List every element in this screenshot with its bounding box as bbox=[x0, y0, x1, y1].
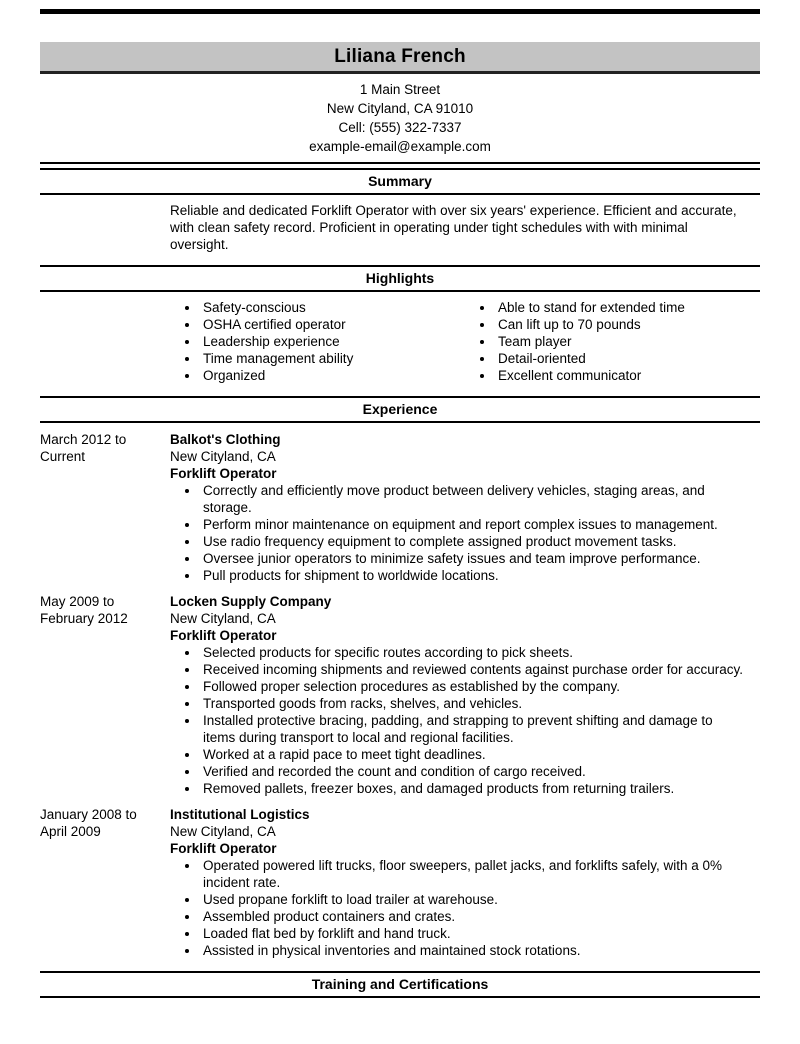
job-bullets bbox=[170, 857, 748, 959]
highlight-item: • Detail-oriented bbox=[495, 350, 760, 367]
resume-page bbox=[0, 9, 800, 1044]
job-company: Locken Supply Company bbox=[170, 594, 332, 609]
job-role: Forklift Operator bbox=[170, 466, 277, 481]
job-bullet: • Loaded flat bed by forklift and hand truck. bbox=[200, 925, 748, 942]
experience-job bbox=[40, 593, 760, 797]
job-location: New Cityland, CA bbox=[170, 449, 276, 464]
job-bullet: • Installed protective bracing, padding, and strapping to prevent shifting and damage to items during transport to local and regional facilities. bbox=[200, 712, 748, 746]
highlight-item: • Can lift up to 70 pounds bbox=[495, 316, 760, 333]
job-dates: March 2012 to Current bbox=[40, 432, 127, 464]
job-body bbox=[170, 593, 760, 797]
name-banner bbox=[40, 42, 760, 74]
contact-line: example-email@example.com bbox=[309, 139, 491, 154]
section-title: Highlights bbox=[365, 270, 435, 286]
job-bullet: • Perform minor maintenance on equipment and report complex issues to management. bbox=[200, 516, 748, 533]
experience-job bbox=[40, 806, 760, 959]
highlights-columns bbox=[170, 299, 760, 384]
highlight-item: • OSHA certified operator bbox=[200, 316, 465, 333]
person-name: Liliana French bbox=[334, 46, 466, 67]
job-company: Balkot's Clothing bbox=[170, 432, 281, 447]
section-header-summary bbox=[40, 168, 760, 195]
highlight-item: • Leadership experience bbox=[200, 333, 465, 350]
experience-job bbox=[40, 431, 760, 584]
experience-section bbox=[40, 431, 760, 959]
job-dates: May 2009 to February 2012 bbox=[40, 594, 128, 626]
contact-block bbox=[40, 80, 760, 156]
job-bullet: • Used propane forklift to load trailer at warehouse. bbox=[200, 891, 748, 908]
top-rule bbox=[40, 9, 760, 14]
job-bullet: • Worked at a rapid pace to meet tight deadlines. bbox=[200, 746, 748, 763]
highlights-list-left bbox=[170, 299, 465, 384]
section-header-experience bbox=[40, 396, 760, 423]
highlight-item: • Organized bbox=[200, 367, 465, 384]
summary-text: Reliable and dedicated Forklift Operator with over six years' experience. Efficient and accurate, with clean safety record. Proficient in operating under tight schedules with with minimal oversight. bbox=[170, 203, 737, 252]
job-bullet: • Removed pallets, freezer boxes, and damaged products from returning trailers. bbox=[200, 780, 748, 797]
job-bullet: • Correctly and efficiently move product between delivery vehicles, staging areas, and storage. bbox=[200, 482, 748, 516]
section-title: Training and Certifications bbox=[311, 976, 489, 992]
header-divider bbox=[40, 162, 760, 164]
highlights-list-right bbox=[465, 299, 760, 384]
job-body bbox=[170, 806, 760, 959]
job-role: Forklift Operator bbox=[170, 841, 277, 856]
job-bullets bbox=[170, 482, 748, 584]
job-bullets bbox=[170, 644, 748, 797]
job-bullet: • Assembled product containers and crates. bbox=[200, 908, 748, 925]
job-role: Forklift Operator bbox=[170, 628, 277, 643]
job-dates: January 2008 to April 2009 bbox=[40, 807, 137, 839]
job-bullet: • Assisted in physical inventories and maintained stock rotations. bbox=[200, 942, 748, 959]
job-bullet: • Oversee junior operators to minimize safety issues and team improve performance. bbox=[200, 550, 748, 567]
contact-line: 1 Main Street bbox=[359, 82, 441, 97]
contact-line: New Cityland, CA 91010 bbox=[326, 101, 474, 116]
job-body bbox=[170, 431, 760, 584]
job-bullet: • Pull products for shipment to worldwide locations. bbox=[200, 567, 748, 584]
highlight-item: • Excellent communicator bbox=[495, 367, 760, 384]
section-header-highlights bbox=[40, 265, 760, 292]
job-bullet: • Use radio frequency equipment to complete assigned product movement tasks. bbox=[200, 533, 748, 550]
job-bullet: • Followed proper selection procedures as established by the company. bbox=[200, 678, 748, 695]
section-title: Experience bbox=[362, 401, 438, 417]
job-bullet: • Operated powered lift trucks, floor sweepers, pallet jacks, and forklifts safely, with a 0% incident rate. bbox=[200, 857, 748, 891]
job-bullet: • Verified and recorded the count and condition of cargo received. bbox=[200, 763, 748, 780]
job-bullet: • Selected products for specific routes according to pick sheets. bbox=[200, 644, 748, 661]
highlight-item: • Safety-conscious bbox=[200, 299, 465, 316]
job-bullet: • Received incoming shipments and reviewed contents against purchase order for accuracy. bbox=[200, 661, 748, 678]
job-bullet: • Transported goods from racks, shelves, and vehicles. bbox=[200, 695, 748, 712]
section-title: Summary bbox=[368, 173, 432, 189]
highlight-item: • Time management ability bbox=[200, 350, 465, 367]
section-header-training bbox=[40, 971, 760, 998]
job-location: New Cityland, CA bbox=[170, 611, 276, 626]
job-company: Institutional Logistics bbox=[170, 807, 310, 822]
job-location: New Cityland, CA bbox=[170, 824, 276, 839]
highlight-item: • Able to stand for extended time bbox=[495, 299, 760, 316]
contact-line: Cell: (555) 322-7337 bbox=[338, 120, 462, 135]
highlight-item: • Team player bbox=[495, 333, 760, 350]
